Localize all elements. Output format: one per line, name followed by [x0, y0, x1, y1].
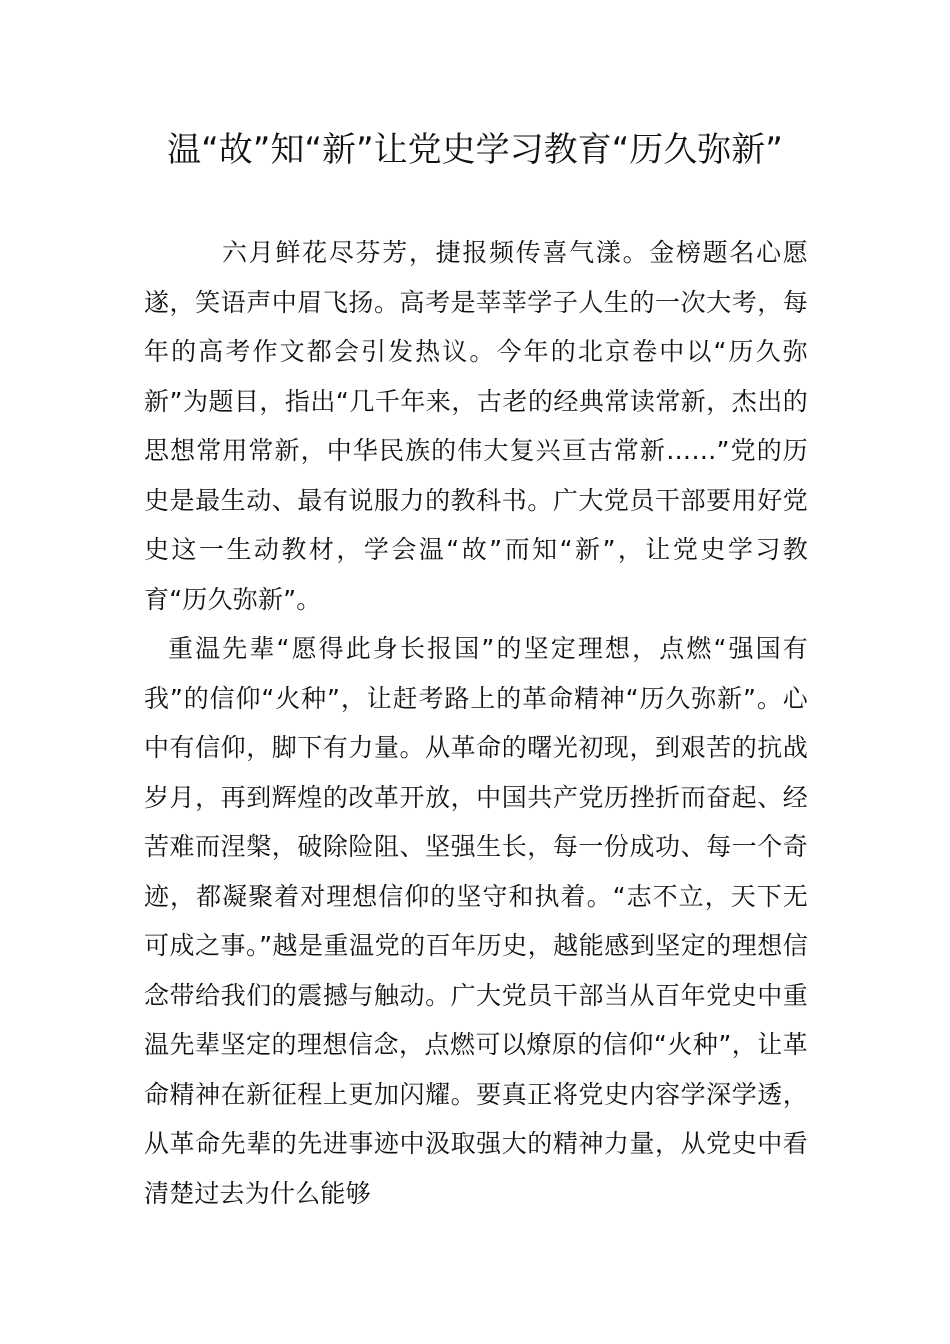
paragraph-1: 六月鲜花尽芬芳，捷报频传喜气漾。金榜题名心愿遂，笑语声中眉飞扬。高考是莘莘学子人生的一次大考，每年的高考作文都会引发热议。今年的北京卷中以“历久弥新”为题目，指出“几千年来，古老的经典常读常新，杰出的思想常用常新，中华民族的伟大复兴亘古常新……”党的历史是最生动、最有说服力的教科书。广大党员干部要用好党史这一生动教材，学会温“故”而知“新”，让党史学习教育“历久弥新”。 [144, 238, 808, 614]
paragraph-2: 重温先辈“愿得此身长报国”的坚定理想，点燃“强国有我”的信仰“火种”，让赶考路上的革命精神“历久弥新”。心中有信仰，脚下有力量。从革命的曙光初现，到艰苦的抗战岁月，再到辉煌的改革开放，中国共产党历挫折而奋起、经苦难而涅槃，破除险阻、坚强生长，每一份成功、每一个奇迹，都凝聚着对理想信仰的坚守和执着。“志不立，天下无可成之事。”越是重温党的百年历史，越能感到坚定的理想信念带给我们的震撼与触动。广大党员干部当从百年党史中重温先辈坚定的理想信念，点燃可以燎原的信仰“火种”，让革命精神在新征程上更加闪耀。要真正将党史内容学深学透，从革命先辈的先进事迹中汲取强大的精神力量，从党史中看清楚过去为什么能够 [144, 634, 808, 1208]
document-title: 温“故”知“新”让党史学习教育“历久弥新” [167, 130, 783, 170]
